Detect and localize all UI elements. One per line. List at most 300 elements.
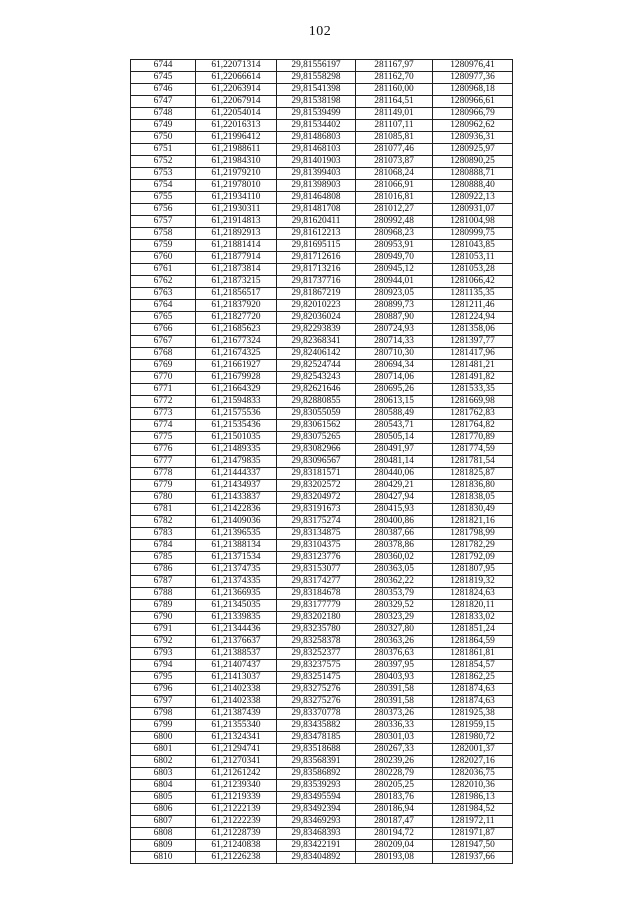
longitude-cell: 29,83258378 [277,636,356,648]
longitude-cell: 29,82406142 [277,348,356,360]
table-row [131,312,513,324]
table-row [131,300,513,312]
table-row [131,552,513,564]
point-number-cell: 6744 [131,60,196,72]
point-number-cell: 6779 [131,480,196,492]
table-row [131,840,513,852]
y-coordinate-cell: 1281980,72 [433,732,513,744]
latitude-cell: 61,21388537 [196,648,277,660]
x-coordinate-cell: 280363,26 [356,636,433,648]
y-coordinate-cell: 1281066,42 [433,276,513,288]
y-coordinate-cell: 1281792,09 [433,552,513,564]
latitude-cell: 61,21881414 [196,240,277,252]
y-coordinate-cell: 1280966,79 [433,108,513,120]
table-row [131,540,513,552]
table-row [131,648,513,660]
y-coordinate-cell: 1281874,63 [433,696,513,708]
y-coordinate-cell: 1282036,75 [433,768,513,780]
point-number-cell: 6799 [131,720,196,732]
latitude-cell: 61,21433837 [196,492,277,504]
x-coordinate-cell: 280695,26 [356,384,433,396]
latitude-cell: 61,21228739 [196,828,277,840]
point-number-cell: 6748 [131,108,196,120]
longitude-cell: 29,81481708 [277,204,356,216]
point-number-cell: 6758 [131,228,196,240]
latitude-cell: 61,21677324 [196,336,277,348]
table-row [131,720,513,732]
table-row [131,792,513,804]
latitude-cell: 61,21422836 [196,504,277,516]
point-number-cell: 6795 [131,672,196,684]
longitude-cell: 29,83237575 [277,660,356,672]
x-coordinate-cell: 280992,48 [356,216,433,228]
point-number-cell: 6749 [131,120,196,132]
y-coordinate-cell: 1281807,95 [433,564,513,576]
x-coordinate-cell: 280187,47 [356,816,433,828]
x-coordinate-cell: 280724,93 [356,324,433,336]
table-row [131,468,513,480]
longitude-cell: 29,81534402 [277,120,356,132]
table-row [131,528,513,540]
point-number-cell: 6798 [131,708,196,720]
latitude-cell: 61,21661927 [196,360,277,372]
table-row [131,756,513,768]
point-number-cell: 6806 [131,804,196,816]
table-row [131,288,513,300]
y-coordinate-cell: 1281925,38 [433,708,513,720]
latitude-cell: 61,21594833 [196,396,277,408]
x-coordinate-cell: 280267,33 [356,744,433,756]
longitude-cell: 29,83435882 [277,720,356,732]
longitude-cell: 29,83134875 [277,528,356,540]
point-number-cell: 6772 [131,396,196,408]
table-row [131,612,513,624]
table-row [131,396,513,408]
longitude-cell: 29,83404892 [277,852,356,864]
latitude-cell: 61,21827720 [196,312,277,324]
point-number-cell: 6796 [131,684,196,696]
y-coordinate-cell: 1281984,52 [433,804,513,816]
x-coordinate-cell: 280376,63 [356,648,433,660]
longitude-cell: 29,81558298 [277,72,356,84]
x-coordinate-cell: 280953,91 [356,240,433,252]
latitude-cell: 61,21374735 [196,564,277,576]
longitude-cell: 29,82368341 [277,336,356,348]
latitude-cell: 61,21873215 [196,276,277,288]
table-row [131,372,513,384]
table-row [131,444,513,456]
y-coordinate-cell: 1280888,40 [433,180,513,192]
x-coordinate-cell: 281077,46 [356,144,433,156]
longitude-cell: 29,83184678 [277,588,356,600]
table-row [131,264,513,276]
latitude-cell: 61,21479835 [196,456,277,468]
table-row [131,588,513,600]
y-coordinate-cell: 1281986,13 [433,792,513,804]
x-coordinate-cell: 280491,97 [356,444,433,456]
longitude-cell: 29,81712616 [277,252,356,264]
latitude-cell: 61,21407437 [196,660,277,672]
y-coordinate-cell: 1280925,97 [433,144,513,156]
latitude-cell: 61,21413037 [196,672,277,684]
table-row [131,336,513,348]
longitude-cell: 29,83104375 [277,540,356,552]
table-row [131,276,513,288]
y-coordinate-cell: 1282010,36 [433,780,513,792]
table-row [131,492,513,504]
latitude-cell: 61,21877914 [196,252,277,264]
longitude-cell: 29,83204972 [277,492,356,504]
x-coordinate-cell: 280205,25 [356,780,433,792]
latitude-cell: 61,21535436 [196,420,277,432]
longitude-cell: 29,81539499 [277,108,356,120]
longitude-cell: 29,83175274 [277,516,356,528]
x-coordinate-cell: 280362,22 [356,576,433,588]
latitude-cell: 61,21387439 [196,708,277,720]
point-number-cell: 6765 [131,312,196,324]
point-number-cell: 6763 [131,288,196,300]
longitude-cell: 29,83177779 [277,600,356,612]
y-coordinate-cell: 1281764,82 [433,420,513,432]
y-coordinate-cell: 1281971,87 [433,828,513,840]
x-coordinate-cell: 281012,27 [356,204,433,216]
y-coordinate-cell: 1281862,25 [433,672,513,684]
y-coordinate-cell: 1281533,35 [433,384,513,396]
latitude-cell: 61,21222139 [196,804,277,816]
point-number-cell: 6786 [131,564,196,576]
x-coordinate-cell: 280505,14 [356,432,433,444]
x-coordinate-cell: 280239,26 [356,756,433,768]
longitude-cell: 29,83252377 [277,648,356,660]
coordinates-table [130,59,513,864]
x-coordinate-cell: 280373,26 [356,708,433,720]
y-coordinate-cell: 1281861,81 [433,648,513,660]
longitude-cell: 29,83275276 [277,684,356,696]
point-number-cell: 6764 [131,300,196,312]
point-number-cell: 6756 [131,204,196,216]
latitude-cell: 61,21979210 [196,168,277,180]
point-number-cell: 6810 [131,852,196,864]
y-coordinate-cell: 1281770,89 [433,432,513,444]
table-row [131,660,513,672]
latitude-cell: 61,21444337 [196,468,277,480]
y-coordinate-cell: 1281043,85 [433,240,513,252]
table-row [131,60,513,72]
x-coordinate-cell: 280209,04 [356,840,433,852]
x-coordinate-cell: 281068,24 [356,168,433,180]
latitude-cell: 61,21409036 [196,516,277,528]
longitude-cell: 29,82010223 [277,300,356,312]
longitude-cell: 29,83096567 [277,456,356,468]
x-coordinate-cell: 280336,33 [356,720,433,732]
x-coordinate-cell: 281149,01 [356,108,433,120]
latitude-cell: 61,22071314 [196,60,277,72]
y-coordinate-cell: 1281824,63 [433,588,513,600]
latitude-cell: 61,21270341 [196,756,277,768]
x-coordinate-cell: 280415,93 [356,504,433,516]
longitude-cell: 29,83181571 [277,468,356,480]
table-row [131,420,513,432]
latitude-cell: 61,21261242 [196,768,277,780]
table-row [131,96,513,108]
longitude-cell: 29,83123776 [277,552,356,564]
y-coordinate-cell: 1281782,29 [433,540,513,552]
x-coordinate-cell: 280353,79 [356,588,433,600]
x-coordinate-cell: 280397,95 [356,660,433,672]
y-coordinate-cell: 1281851,24 [433,624,513,636]
table-row [131,84,513,96]
latitude-cell: 61,21344436 [196,624,277,636]
longitude-cell: 29,81867219 [277,288,356,300]
point-number-cell: 6784 [131,540,196,552]
latitude-cell: 61,21240838 [196,840,277,852]
table-row [131,216,513,228]
table-row [131,564,513,576]
y-coordinate-cell: 1281135,35 [433,288,513,300]
point-number-cell: 6752 [131,156,196,168]
longitude-cell: 29,83478185 [277,732,356,744]
y-coordinate-cell: 1281820,11 [433,600,513,612]
point-number-cell: 6805 [131,792,196,804]
latitude-cell: 61,21984310 [196,156,277,168]
table-row [131,852,513,864]
point-number-cell: 6754 [131,180,196,192]
y-coordinate-cell: 1282027,16 [433,756,513,768]
longitude-cell: 29,83055059 [277,408,356,420]
y-coordinate-cell: 1280962,62 [433,120,513,132]
longitude-cell: 29,82880855 [277,396,356,408]
point-number-cell: 6778 [131,468,196,480]
x-coordinate-cell: 280429,21 [356,480,433,492]
x-coordinate-cell: 280228,79 [356,768,433,780]
latitude-cell: 61,21501035 [196,432,277,444]
x-coordinate-cell: 280329,52 [356,600,433,612]
latitude-cell: 61,21226238 [196,852,277,864]
longitude-cell: 29,82036024 [277,312,356,324]
latitude-cell: 61,21402338 [196,696,277,708]
x-coordinate-cell: 280588,49 [356,408,433,420]
y-coordinate-cell: 1282001,37 [433,744,513,756]
latitude-cell: 61,21892913 [196,228,277,240]
point-number-cell: 6791 [131,624,196,636]
table-row [131,684,513,696]
table-row [131,204,513,216]
x-coordinate-cell: 280363,05 [356,564,433,576]
point-number-cell: 6776 [131,444,196,456]
x-coordinate-cell: 280481,14 [356,456,433,468]
point-number-cell: 6809 [131,840,196,852]
y-coordinate-cell: 1281211,46 [433,300,513,312]
x-coordinate-cell: 280183,76 [356,792,433,804]
point-number-cell: 6780 [131,492,196,504]
table-row [131,768,513,780]
longitude-cell: 29,81468103 [277,144,356,156]
point-number-cell: 6788 [131,588,196,600]
point-number-cell: 6793 [131,648,196,660]
table-row [131,696,513,708]
x-coordinate-cell: 280613,15 [356,396,433,408]
y-coordinate-cell: 1281821,16 [433,516,513,528]
y-coordinate-cell: 1281004,98 [433,216,513,228]
y-coordinate-cell: 1281854,57 [433,660,513,672]
longitude-cell: 29,83082966 [277,444,356,456]
y-coordinate-cell: 1281874,63 [433,684,513,696]
y-coordinate-cell: 1281825,87 [433,468,513,480]
table-row [131,144,513,156]
point-number-cell: 6787 [131,576,196,588]
table-row [131,672,513,684]
table-row [131,516,513,528]
x-coordinate-cell: 281164,51 [356,96,433,108]
point-number-cell: 6757 [131,216,196,228]
latitude-cell: 61,21914813 [196,216,277,228]
longitude-cell: 29,83202572 [277,480,356,492]
x-coordinate-cell: 280949,70 [356,252,433,264]
point-number-cell: 6768 [131,348,196,360]
longitude-cell: 29,83468393 [277,828,356,840]
y-coordinate-cell: 1281959,15 [433,720,513,732]
latitude-cell: 61,21324341 [196,732,277,744]
longitude-cell: 29,81399403 [277,168,356,180]
x-coordinate-cell: 280968,23 [356,228,433,240]
longitude-cell: 29,82293839 [277,324,356,336]
latitude-cell: 61,21355340 [196,720,277,732]
latitude-cell: 61,21371534 [196,552,277,564]
latitude-cell: 61,21374335 [196,576,277,588]
x-coordinate-cell: 280194,72 [356,828,433,840]
x-coordinate-cell: 280714,06 [356,372,433,384]
point-number-cell: 6797 [131,696,196,708]
x-coordinate-cell: 280440,06 [356,468,433,480]
x-coordinate-cell: 280403,93 [356,672,433,684]
longitude-cell: 29,83492394 [277,804,356,816]
point-number-cell: 6750 [131,132,196,144]
table-row [131,600,513,612]
point-number-cell: 6790 [131,612,196,624]
y-coordinate-cell: 1281397,77 [433,336,513,348]
point-number-cell: 6767 [131,336,196,348]
table-row [131,348,513,360]
y-coordinate-cell: 1281053,11 [433,252,513,264]
y-coordinate-cell: 1281774,59 [433,444,513,456]
longitude-cell: 29,81486803 [277,132,356,144]
y-coordinate-cell: 1281669,98 [433,396,513,408]
point-number-cell: 6745 [131,72,196,84]
y-coordinate-cell: 1281937,66 [433,852,513,864]
longitude-cell: 29,83061562 [277,420,356,432]
y-coordinate-cell: 1281833,02 [433,612,513,624]
latitude-cell: 61,21988611 [196,144,277,156]
x-coordinate-cell: 280945,12 [356,264,433,276]
longitude-cell: 29,83275276 [277,696,356,708]
x-coordinate-cell: 280543,71 [356,420,433,432]
x-coordinate-cell: 280186,94 [356,804,433,816]
longitude-cell: 29,83469293 [277,816,356,828]
latitude-cell: 61,21674325 [196,348,277,360]
latitude-cell: 61,21685623 [196,324,277,336]
table-row [131,744,513,756]
point-number-cell: 6746 [131,84,196,96]
x-coordinate-cell: 281167,97 [356,60,433,72]
table-row [131,384,513,396]
table-row [131,828,513,840]
y-coordinate-cell: 1281798,99 [433,528,513,540]
table-row [131,240,513,252]
table-row [131,72,513,84]
point-number-cell: 6801 [131,744,196,756]
longitude-cell: 29,83191673 [277,504,356,516]
longitude-cell: 29,81695115 [277,240,356,252]
table-row [131,816,513,828]
longitude-cell: 29,83495594 [277,792,356,804]
point-number-cell: 6771 [131,384,196,396]
latitude-cell: 61,22054014 [196,108,277,120]
table-row [131,732,513,744]
y-coordinate-cell: 1281781,54 [433,456,513,468]
point-number-cell: 6766 [131,324,196,336]
latitude-cell: 61,21996412 [196,132,277,144]
y-coordinate-cell: 1281358,06 [433,324,513,336]
point-number-cell: 6777 [131,456,196,468]
point-number-cell: 6751 [131,144,196,156]
x-coordinate-cell: 281085,81 [356,132,433,144]
latitude-cell: 61,21222239 [196,816,277,828]
latitude-cell: 61,22067914 [196,96,277,108]
latitude-cell: 61,21388134 [196,540,277,552]
x-coordinate-cell: 281162,70 [356,72,433,84]
y-coordinate-cell: 1280890,25 [433,156,513,168]
y-coordinate-cell: 1280968,18 [433,84,513,96]
point-number-cell: 6759 [131,240,196,252]
table-row [131,708,513,720]
table-row [131,480,513,492]
longitude-cell: 29,81620411 [277,216,356,228]
table-row [131,360,513,372]
point-number-cell: 6800 [131,732,196,744]
longitude-cell: 29,82524744 [277,360,356,372]
point-number-cell: 6775 [131,432,196,444]
latitude-cell: 61,21366935 [196,588,277,600]
x-coordinate-cell: 280391,58 [356,684,433,696]
latitude-cell: 61,21396535 [196,528,277,540]
x-coordinate-cell: 280193,08 [356,852,433,864]
latitude-cell: 61,21489335 [196,444,277,456]
longitude-cell: 29,81398903 [277,180,356,192]
point-number-cell: 6783 [131,528,196,540]
x-coordinate-cell: 280714,33 [356,336,433,348]
x-coordinate-cell: 280694,34 [356,360,433,372]
longitude-cell: 29,82621646 [277,384,356,396]
latitude-cell: 61,21294741 [196,744,277,756]
latitude-cell: 61,21219339 [196,792,277,804]
y-coordinate-cell: 1281417,96 [433,348,513,360]
longitude-cell: 29,81541398 [277,84,356,96]
latitude-cell: 61,22066614 [196,72,277,84]
x-coordinate-cell: 280899,73 [356,300,433,312]
x-coordinate-cell: 280301,03 [356,732,433,744]
point-number-cell: 6803 [131,768,196,780]
table-row [131,324,513,336]
y-coordinate-cell: 1281762,83 [433,408,513,420]
longitude-cell: 29,83235780 [277,624,356,636]
table-row [131,120,513,132]
table-row [131,408,513,420]
y-coordinate-cell: 1280976,41 [433,60,513,72]
latitude-cell: 61,21345035 [196,600,277,612]
longitude-cell: 29,81737716 [277,276,356,288]
y-coordinate-cell: 1280888,71 [433,168,513,180]
longitude-cell: 29,83075265 [277,432,356,444]
